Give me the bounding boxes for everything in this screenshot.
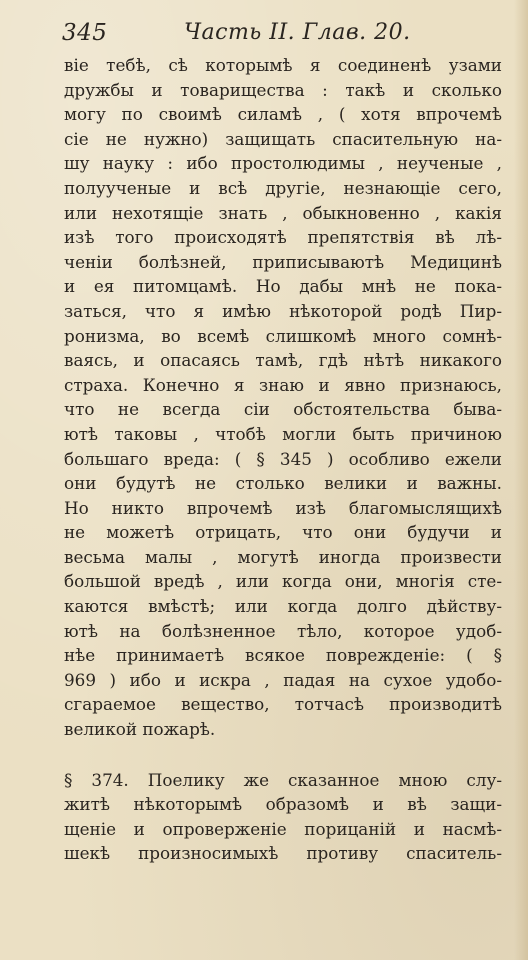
text-line: ваясь, и опасаясь тамѣ, гдѣ нѣтѣ никакого [64,350,502,371]
text-line: изѣ того происходятѣ препятствія вѣ лѣ- [64,227,502,248]
text-line: могу по своимѣ силамѣ , ( хотя впрочемѣ [64,104,502,125]
text-line: § 374. Поелику же сказанное мною слу- [64,769,502,790]
text-line: ронизма, во всемѣ слишкомѣ много сомнѣ- [64,325,502,346]
text-line: нѣе принимаетѣ всякое поврежденіе: ( § [64,645,502,666]
text-line: дружбы и товарищества : такѣ и сколько [64,79,502,100]
text-line: великой пожарѣ. [64,719,216,740]
text-line: сгараемое вещество, тотчасѣ производитѣ [64,694,502,715]
text-line: Но никто впрочемѣ изѣ благомыслящихѣ [64,497,502,518]
text-line: ютѣ на болѣзненное тѣло, которое удоб- [64,620,502,641]
paragraph-1 [64,53,502,742]
running-head: Часть II. Глав. 20. [184,20,411,45]
text-line: они будутѣ не столько велики и важны. [64,473,502,494]
text-line: шу науку : ибо простолюдимы , неученые , [64,153,502,174]
paragraph-2 [64,768,502,866]
text-line: страха. Конечно я знаю и явно признаюсь, [64,374,502,395]
text-line: ютѣ таковы , чтобѣ могли быть причиною [64,423,502,444]
page-header [62,18,502,52]
text-line: не можетѣ отрицать, что они будучи и [64,522,502,543]
text-line: заться, что я имѣю нѣкоторой родѣ Пир- [64,300,502,321]
text-line: щеніе и опроверженіе порицаній и насмѣ- [64,818,502,839]
text-line: что не всегда сіи обстоятельства быва- [64,399,502,420]
text-line: большаго вреда: ( § 345 ) особливо ежели [64,448,502,469]
text-line: полуученые и всѣ другіе, незнающіе сего, [64,177,502,198]
text-line: ченіи болѣзней, приписываютѣ Медицинѣ [64,251,502,272]
text-line: или нехотящіе знать , обыкновенно , какія [64,202,502,223]
text-line: житѣ нѣкоторымѣ образомѣ и вѣ защи- [64,794,502,815]
text-line: віе тебѣ, сѣ которымѣ я соединенѣ узами [64,55,502,75]
text-line: 969 ) ибо и искра , падая на сухое удобо- [64,669,502,690]
body-text [64,53,502,866]
text-line: каются вмѣстѣ; или когда долго дѣйству- [64,596,502,617]
text-line: и ея питомцамѣ. Но дабы мнѣ не пока- [64,276,502,297]
page-edge-shadow [514,0,528,960]
text-line: весьма малы , могутѣ иногда произвести [64,546,502,567]
text-line: большой вредѣ , или когда они, многія сте- [64,571,502,592]
page-number: 345 [62,20,108,46]
paragraph-gap [64,742,502,768]
text-line: шекѣ произносимыхѣ противу спаситель- [64,843,502,864]
text-line: сіе не нужно) защищать спасительную на- [64,128,502,149]
